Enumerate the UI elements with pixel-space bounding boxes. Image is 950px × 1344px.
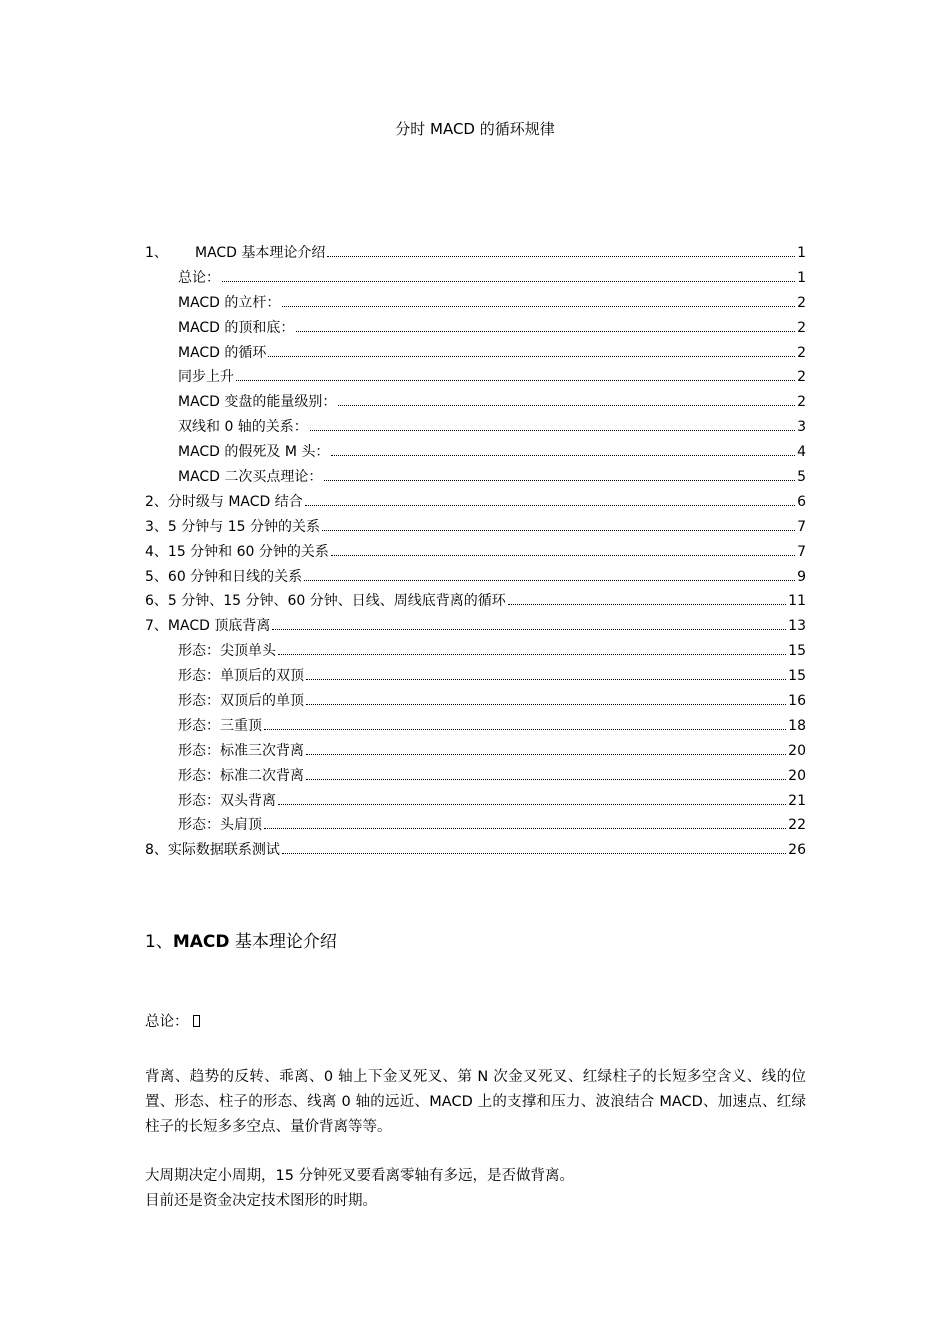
toc-entry-page: 20 [788, 767, 806, 784]
toc-entry-label: 形态：双顶后的单顶 [178, 693, 304, 710]
toc-entry[interactable] [145, 567, 806, 592]
toc-entry[interactable] [145, 616, 806, 641]
body-paragraph-3: 目前还是资金决定技术图形的时期。 [145, 1193, 377, 1209]
toc-dot-leader [304, 579, 795, 581]
toc-entry[interactable] [145, 815, 806, 840]
toc-dot-leader [322, 529, 795, 531]
toc-dot-leader [331, 454, 795, 456]
toc-entry-page: 3 [797, 419, 806, 436]
toc-entry-label: 4、15 分钟和 60 分钟的关系 [145, 543, 329, 560]
toc-dot-leader [327, 255, 795, 257]
toc-entry[interactable] [145, 293, 806, 318]
toc-dot-leader [236, 379, 795, 381]
toc-entry-page: 26 [788, 842, 806, 859]
toc-entry[interactable] [145, 716, 806, 741]
toc-entry[interactable] [145, 417, 806, 442]
toc-entry-label: 3、5 分钟与 15 分钟的关系 [145, 518, 320, 535]
toc-entry-label: 形态：尖顶单头 [178, 643, 276, 660]
table-of-contents [145, 243, 806, 865]
toc-entry[interactable] [145, 766, 806, 791]
summary-label: 总论： [145, 1014, 189, 1030]
toc-dot-leader [296, 330, 795, 332]
toc-dot-leader [268, 355, 795, 357]
toc-dot-leader [331, 554, 795, 556]
toc-entry-page: 2 [797, 394, 806, 411]
toc-entry-page: 7 [797, 518, 806, 535]
toc-entry-label: 双线和 0 轴的关系： [178, 419, 308, 436]
toc-dot-leader [324, 479, 795, 481]
toc-entry[interactable] [145, 467, 806, 492]
summary-label-line [145, 1010, 806, 1035]
toc-entry-label: MACD 变盘的能量级别： [178, 394, 337, 411]
toc-dot-leader [306, 778, 786, 780]
toc-entry[interactable] [145, 741, 806, 766]
toc-entry-number: 1、 [145, 245, 168, 261]
toc-entry-page: 13 [788, 618, 806, 635]
toc-entry[interactable] [145, 840, 806, 865]
toc-dot-leader [282, 852, 786, 854]
toc-entry-page: 1 [797, 245, 806, 261]
toc-entry[interactable] [145, 318, 806, 343]
toc-entry-page: 2 [797, 319, 806, 336]
toc-entry-page: 15 [788, 643, 806, 660]
body-paragraph-2: 大周期决定小周期，15 分钟死叉要看离零轴有多远，是否做背离。 [145, 1168, 575, 1184]
toc-entry[interactable] [145, 442, 806, 467]
toc-entry-label: MACD 的循环 [178, 344, 267, 361]
toc-dot-leader [282, 305, 795, 307]
toc-entry-label: 5、60 分钟和日线的关系 [145, 568, 303, 585]
section-heading [145, 931, 337, 953]
toc-entry-label: 形态：标准二次背离 [178, 767, 304, 784]
toc-entry-page: 22 [788, 817, 806, 834]
toc-entry-page: 6 [797, 493, 806, 510]
toc-entry-label: MACD 的立杆： [178, 294, 281, 311]
toc-entry-label: MACD 基本理论介绍 [195, 245, 326, 261]
toc-entry-label: 形态：三重顶 [178, 717, 262, 734]
toc-entry[interactable] [145, 268, 806, 293]
toc-dot-leader [508, 603, 786, 605]
section-number: 1、 [145, 932, 173, 952]
toc-entry[interactable] [145, 367, 806, 392]
toc-entry-page: 2 [797, 294, 806, 311]
body-paragraph-1: 背离、趋势的反转、乖离、0 轴上下金叉死叉、第 N 次金叉死叉、红绿柱子的长短多空含义、线的位置、形态、柱子的形态、线离 0 轴的远近、MACD 上的支撑和压力、波浪结合 MACD、加速点、红绿柱子的长短多多空点、量价背离等等。 [145, 1069, 806, 1135]
toc-entry-page: 7 [797, 543, 806, 560]
missing-glyph-icon [193, 1015, 200, 1027]
toc-entry[interactable] [145, 591, 806, 616]
toc-entry-page: 18 [788, 717, 806, 734]
toc-entry-page: 15 [788, 668, 806, 685]
toc-entry-label: 同步上升 [178, 369, 234, 386]
toc-dot-leader [264, 728, 786, 730]
document-title: 分时 MACD 的循环规律 [395, 120, 555, 138]
toc-entry[interactable] [145, 691, 806, 716]
toc-entry-page: 11 [788, 593, 806, 610]
toc-entry-page: 16 [788, 693, 806, 710]
toc-entry-label: 形态：标准三次背离 [178, 742, 304, 759]
toc-entry-label: 7、MACD 顶底背离 [145, 618, 271, 635]
toc-dot-leader [306, 753, 786, 755]
toc-dot-leader [264, 827, 786, 829]
toc-dot-leader [278, 803, 786, 805]
toc-dot-leader [222, 280, 795, 282]
toc-entry[interactable] [145, 791, 806, 816]
toc-entry-page: 21 [788, 792, 806, 809]
toc-entry-page: 5 [797, 469, 806, 486]
toc-entry[interactable] [145, 392, 806, 417]
section-heading-rest: 基本理论介绍 [229, 932, 337, 952]
toc-entry-label: 6、5 分钟、15 分钟、60 分钟、日线、周线底背离的循环 [145, 593, 506, 610]
toc-dot-leader [306, 703, 786, 705]
toc-entry-label: MACD 的顶和底： [178, 319, 295, 336]
toc-entry-page: 4 [797, 444, 806, 461]
toc-entry-page: 20 [788, 742, 806, 759]
toc-entry-label: MACD 二次买点理论： [178, 469, 323, 486]
toc-entry-label: 形态：单顶后的双顶 [178, 668, 304, 685]
toc-entry-label: MACD 的假死及 M 头： [178, 444, 330, 461]
toc-entry[interactable] [145, 542, 806, 567]
toc-entry-page: 9 [797, 568, 806, 585]
toc-entry[interactable] [145, 343, 806, 368]
toc-entry[interactable] [145, 243, 806, 268]
section-heading-bold: MACD [172, 932, 230, 952]
toc-dot-leader [305, 504, 795, 506]
toc-entry-page: 2 [797, 369, 806, 386]
toc-entry-page: 2 [797, 344, 806, 361]
toc-dot-leader [306, 678, 786, 680]
toc-entry-label: 8、实际数据联系测试 [145, 842, 280, 859]
toc-dot-leader [278, 653, 786, 655]
toc-entry-label: 形态：头肩顶 [178, 817, 262, 834]
toc-entry[interactable] [145, 517, 806, 542]
toc-entry-page: 1 [797, 269, 806, 286]
toc-dot-leader [338, 404, 795, 406]
toc-dot-leader [310, 429, 795, 431]
toc-entry[interactable] [145, 666, 806, 691]
toc-entry[interactable] [145, 492, 806, 517]
toc-dot-leader [272, 628, 786, 630]
toc-entry-label: 总论： [178, 269, 220, 286]
toc-entry[interactable] [145, 641, 806, 666]
toc-entry-label: 形态：双头背离 [178, 792, 276, 809]
toc-entry-label: 2、分时级与 MACD 结合 [145, 493, 303, 510]
